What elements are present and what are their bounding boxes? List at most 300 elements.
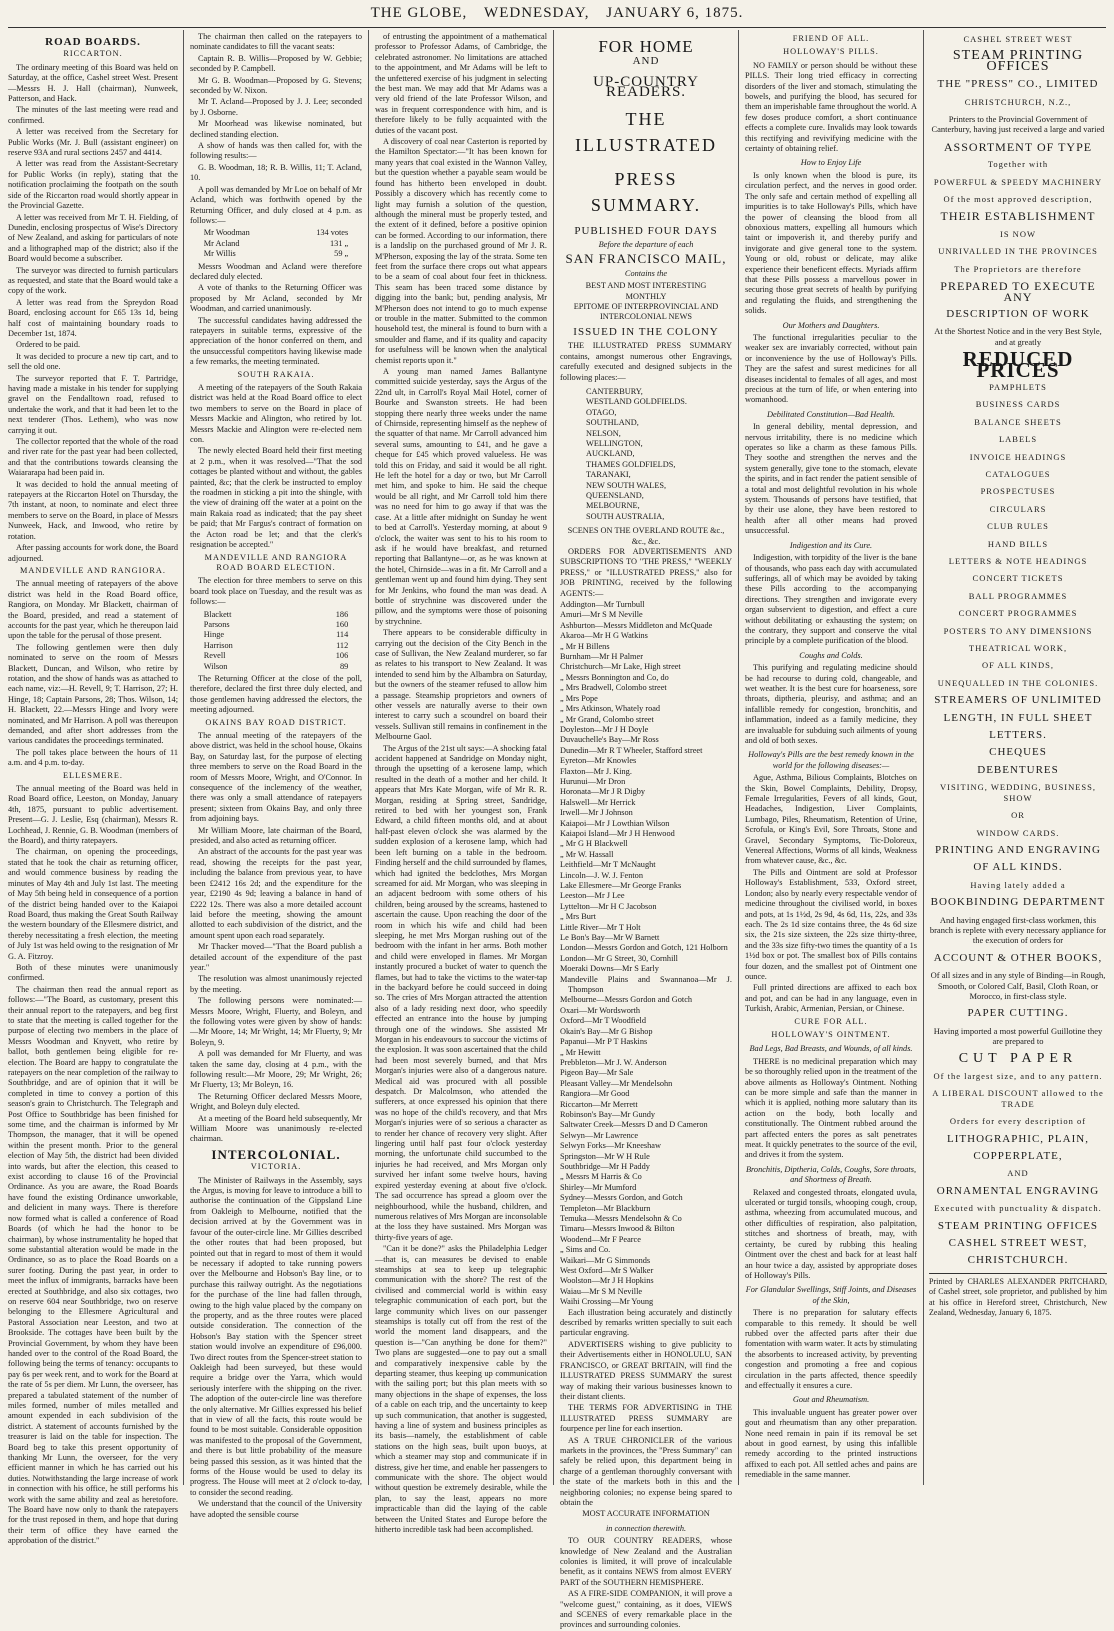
- place-item: QUEENSLAND,: [586, 490, 644, 500]
- column-divider: [923, 30, 924, 1485]
- service-item: CIRCULARS: [989, 503, 1047, 514]
- poll-cell: Mr Acland: [203, 238, 240, 248]
- agent-item: Southbridge—Mr H Paddy: [560, 1161, 650, 1171]
- ad-line: A LIBERAL DISCOUNT allowed to the TRADE: [932, 1088, 1104, 1109]
- ad-line: VISITING, WEDDING, BUSINESS, SHOW: [939, 782, 1097, 803]
- agent-item: West Oxford—Mr S Walker: [560, 1266, 654, 1276]
- agent-item: Woolston—Mr J H Hopkins: [560, 1276, 654, 1286]
- place-item: WESTLAND GOLDFIELDS.: [586, 397, 687, 407]
- paragraph: In general debility, mental depression, and nervous irritability, there is no medicine which operates so like a charm as these famous Pills. They soothe and strengthen the nerves and the system generally, give tone to the stomach, elevate the spirits, and in fact render the patient sensible of a total and most delightful revolution in his whole system. Thousands of persons have testified, that by their use alone, they have been restored to health after all other means had proved unsuccessful.: [745, 422, 917, 536]
- service-item: BALANCE SHEETS: [974, 416, 1062, 427]
- place-item: SOUTHLAND,: [586, 418, 639, 428]
- agent-item: Riccarton—Mr Merrett: [560, 1099, 638, 1109]
- ad-line: THEIR ESTABLISHMENT: [940, 209, 1096, 224]
- paragraph: There appears to be considerable difficulty in carrying out the decision of the City Bench in the case of Sullivan, the New Zealand murderer, so far as relates to his transport to New Zealand. It was intended to send him by the Albambra on Saturday, but the owners of the steamer refused to allow him a passage. Steamship proprietors and owners of other vessels are naturally averse to their own interest to carry such a scoundrel on board their vessels. Sullivan still remains in confinement in the Melbourne Gaol.: [375, 628, 547, 742]
- subheading: MANDEVILLE AND RANGIORA.: [20, 565, 166, 575]
- issue-date: JANUARY 6, 1875.: [606, 5, 744, 21]
- paragraph: ORDERS FOR ADVERTISEMENTS AND SUBSCRIPTIONS TO "THE PRESS," "WEEKLY PRESS," or "ILLUSTRATED PRESS," also for JOB PRINTING, received by the following AGENTS:—: [560, 547, 732, 598]
- place-item: THAMES GOLDFIELDS,: [586, 459, 676, 469]
- ad-line: DEBENTURES: [977, 763, 1059, 776]
- paragraph: The chairman, on opening the proceedings, stated that he took the chair as returning officer, and would commence business by reading the minutes of May 4th and July 1st last. The meeting of May 5th being held in consequence of a portion of the district being handed over to the Kaiapoi Road Board, thus making the Great South Railway the western boundary of the Ellesmere district, and thereby necessitating a fresh election, the meeting of July 1st was held owing to the resignation of Mr G. A. Fitzroy.: [8, 847, 178, 961]
- agent-item: Pigeon Bay—Mr Sale: [560, 1068, 634, 1078]
- poll-cell: Hinge: [203, 630, 225, 640]
- agent-item: „ Messrs Bonnington and Co, do: [560, 672, 669, 682]
- paragraph: TO OUR COUNTRY READERS, whose knowledge of New Zealand and the Australian colonies is limited, it will prove of incalculable benefit, as it contains NEWS from almost EVERY PART of the SOUTHERN HEMISPHERE.: [560, 1536, 732, 1587]
- agent-item: Leeston—Mr J Lee: [560, 891, 625, 901]
- agent-item: Papanui—Mr P T Haskins: [560, 1037, 648, 1047]
- poll-cell: 114: [336, 630, 349, 640]
- agent-item: Oxford—Mr T Woodfield: [560, 1016, 646, 1026]
- ad-line: SCENES ON THE OVERLAND ROUTE &c., &c., &c.: [567, 526, 725, 546]
- subheading: HOLLOWAY'S OINTMENT.: [771, 1029, 891, 1039]
- agent-item: Doyleston—Mr J H Doyle: [560, 724, 649, 734]
- paragraph: AS A FIRE-SIDE COMPANION, it will prove a "welcome guest," containing, as it does, VIEWS and SCENES of every remarkable place in the provinces and surrounding colonies.: [560, 1589, 732, 1630]
- poll-cell: Mr Willis: [203, 249, 236, 259]
- paragraph: Mr Moorhead was likewise nominated, but declined standing election.: [190, 119, 362, 139]
- agent-item: Burnham—Mr H Palmer: [560, 652, 643, 662]
- paragraph: THE TERMS FOR ADVERTISING in THE ILLUSTRATED PRESS SUMMARY are fourpence per line for each insertion.: [560, 1403, 732, 1434]
- subheading: VICTORIA.: [250, 1162, 302, 1172]
- ad-line: STEAM PRINTING OFFICES: [937, 1219, 1099, 1232]
- poll-cell: Blackett: [203, 609, 232, 619]
- paragraph: Full printed directions are affixed to each box and pot, and can be had in any language, even in Turkish, Arabic, Armenian, Persian, or Chinese.: [745, 983, 917, 1014]
- paragraph: We understand that the council of the University have adopted the sensible course: [190, 1499, 362, 1519]
- poll-cell: 131 „: [330, 238, 349, 248]
- ad-line: SAN FRANCISCO MAIL,: [565, 251, 727, 267]
- agent-item: Pleasant Valley—Mr Mendelsohn: [560, 1078, 673, 1088]
- agent-item: „ Sims and Co.: [560, 1245, 611, 1255]
- issue-day: WEDNESDAY,: [484, 5, 590, 21]
- poll-table: [204, 610, 348, 672]
- agent-item: Okain's Bay—Mr G Bishop: [560, 1026, 653, 1036]
- paragraph: THE ILLUSTRATED PRESS SUMMARY contains, amongst numerous other Engravings, carefully executed and designed subjects in the following places:—: [560, 341, 732, 382]
- poll-cell: 112: [336, 640, 349, 650]
- column-intercolonial: [375, 32, 547, 1535]
- place-item: NELSON,: [586, 428, 621, 438]
- paragraph: Each illustration being accurately and distinctly described by remarks written specially to suit each particular engraving.: [560, 1307, 732, 1338]
- paragraph: The Argus of the 21st ult says:—A shocking fatal accident happened at Sandridge on Monday night, through the upsetting of a kerosene lamp, which resulted in the death of a mother and her child. It appears that Mrs Kate Morgan, wife of Mr R. R. Morgan, residing at Spring street, Sandridge, retired to bed with her youngest son, Frank Edward, a child fifteen months old, and at about half-past eleven o'clock she was alarmed by the sudden explosion of a kerosene lamp, which had been left burning on a table in the bedroom. Finding herself and the child surrounded by flames, which had ignited the bedclothes, Mrs Morgan screamed for aid. Mr Morgan, who was sleeping in an adjacent bedroom with some others of his children, being aroused by the screams, hastened to ascertain the cause. Upon reaching the door of the room in which his wife and child had been sleeping, he met Mrs Morgan rushing out of the bedroom with the infant in her arms. Both mother and child were enveloped in flames. Mr Morgan instantly procured a bucket of water to quench the flames, but had to take the victims to the water-tap in the backyard before he could succeed in doing so. The cries of Mrs Morgan attracted the attention also of a lady residing next door, who speedily effected an entrance into the house by jumping through one of the windows. She assisted Mr Morgan in his endeavours to succour the victims of the explosion. It was soon ascertained that the child had been most severely burned, and that Mrs Morgan's injuries were also of a dangerous nature. Medical aid was procured with all possible despatch. Dr Malcolmson, who attended the sufferers, at once expressed his opinion that there was no hope of the child's recovery, and that Mrs Morgan's injuries were of so serious a character as to render her chance of recovery very slight. After lingering until half past four o'clock yesterday morning, the unfortunate child succumbed to the injuries he had received, and Mrs Morgan only survived her infant some twelve hours, having expired yesterday evening at about five o'clock. The sad occurrence has spread a gloom over the neighbourhood, while the husband, children, and numerous relatives of Mrs Morgan are inconsolable at the loss they have sustained. Mrs Morgan was thirty-five years of age.: [375, 743, 547, 1242]
- italic-heading: Our Mothers and Daughters.: [782, 320, 880, 330]
- column-press-summary-ad: [560, 32, 732, 1630]
- ad-line: PAPER CUTTING.: [967, 1007, 1069, 1020]
- ad-line: MOST ACCURATE INFORMATION: [582, 1509, 710, 1519]
- agent-item: Halswell—Mr Herrick: [560, 797, 636, 807]
- agent-item: Christchurch—Mr Lake, High street: [560, 662, 681, 672]
- paragraph: This invaluable unguent has greater power over gout and rheumatism than any other preparation. None need remain in pain if its removal be set about in good earnest, by using this infallible remedy according to the printed instructions affixed to each pot. All settled aches and pains are remediable in the same manner.: [745, 1407, 917, 1480]
- paragraph: At a meeting of the Board held subsequently, Mr William Moore was unanimously re-elected chairman.: [190, 1113, 362, 1144]
- paragraph: Ordered to be paid.: [16, 340, 81, 350]
- agent-item: Dunedin—Mr R T Wheeler, Stafford street: [560, 745, 703, 755]
- service-item: THEATRICAL WORK,: [968, 643, 1068, 654]
- agent-item: „ Mr W. Hassall: [560, 849, 614, 859]
- subheading: CURE FOR ALL.: [794, 1016, 868, 1026]
- ad-line: ORNAMENTAL ENGRAVING: [936, 1184, 1100, 1197]
- paragraph: The surveyor reported that F. T. Partridge, having made a mistake in his tender for supplying gravel on the Fendalltown road, refused to undertake the work, and that it had been let to the next tenderer (Thos. Lethem), who was now carrying it out.: [8, 373, 178, 435]
- ad-line: MONTHLY: [625, 291, 667, 301]
- agent-item: Selwyn—Mr Lawrence: [560, 1130, 639, 1140]
- ad-line: BEST AND MOST INTERESTING: [585, 281, 707, 291]
- masthead-rule: [8, 27, 1106, 28]
- paragraph: A letter was read from the Spreydon Road Board, enclosing account for £65 13s 1d, being half cost of maintaining boundary roads to December 1st, 1874.: [8, 297, 178, 338]
- paragraph: Captain R. B. Willis—Proposed by W. Gebbie; seconded by P. Campbell.: [190, 53, 362, 74]
- paper-name: THE GLOBE,: [370, 5, 468, 21]
- ad-line: And having engaged first-class workmen, this branch is replete with every necessary appliance for the execution of orders for: [929, 914, 1107, 946]
- agent-item: Prebbleton—Mr J. W. Anderson: [560, 1057, 667, 1067]
- paragraph: The annual meeting of the ratepayers of the above district, was held in the school house, Okains Bay, on Saturday last, for the purpose of electing three members to serve on the Road Board in the room of Messrs Moore, Wright, and O'Connor. In consequence of the inclemency of the weather, there was only a small attendance of ratepayers present; sixteen from Okains Bay, and only three from adjoining bays.: [190, 731, 362, 824]
- paragraph: A poll was demanded for Mr Fluerty, and was taken the same day, closing at 4 p.m., with the following result:—Mr Moore, 29; Mr Wright, 26; Mr Fluerty, 13; Mr Boleyn, 16.: [190, 1049, 362, 1090]
- agent-item: London—Messrs Gordon and Gotch, 121 Holborn: [560, 943, 728, 953]
- agent-item: Akaroa—Mr H G Watkins: [560, 631, 648, 641]
- ad-line: COPPERPLATE,: [973, 1150, 1063, 1163]
- agent-item: „ Mr G H Blackwell: [560, 839, 628, 849]
- ad-line: DESCRIPTION OF WORK: [946, 307, 1090, 320]
- services-list: [929, 382, 1107, 654]
- paragraph: The successful candidates having addressed the ratepayers in suitable terms, expressive of the appreciation of the honor conferred on them, and the unsuccessful competitors having likewise made a few remarks, the meeting terminated.: [190, 315, 362, 367]
- paragraph: A letter was read from the Assistant-Secretary for Public Works (in reply), stating that the notification proclaiming the footpath on the south side of the Riccarton road would shortly appear in the Provincial Gazette.: [8, 159, 178, 211]
- ad-title: FOR HOME: [598, 37, 694, 56]
- paragraph: The resolution was almost unanimously rejected by the meeting.: [190, 974, 362, 994]
- poll-cell: Mr Woodman: [203, 228, 250, 238]
- agent-item: Rangiora—Mr Good: [560, 1089, 630, 1099]
- ad-line: Having imported a most powerful Guillotine they are prepared to: [933, 1025, 1103, 1047]
- poll-row: [204, 610, 348, 620]
- ad-line: CUT PAPER: [958, 1050, 1078, 1066]
- paragraph: The ordinary meeting of this Board was held on Saturday, at the office, Cashel street West. Present—Messrs H. J. Hall (chairman), Nunweek, Patterson, and Hack.: [8, 62, 178, 104]
- italic-heading: Coughs and Colds.: [799, 650, 863, 660]
- paragraph: NO FAMILY or person should be without these PILLS. Their long tried efficacy in correcting disorders of the liver and stomach, stimulating the bowels, and purifying the blood, has secured for them an imperishable fame throughout the world. A few doses produce comfort, a short continuance effects a complete cure. Invalids may look towards this rectifying and revivifying medicine with the certainty of obtaining relief.: [745, 60, 917, 154]
- agent-item: Timaru—Messrs Inwood & Bilton: [560, 1224, 675, 1234]
- ad-line: Printers to the Provincial Government of Canterbury, having just received a large and varied: [931, 114, 1105, 135]
- agent-item: Eyreton—Mr Knowles: [560, 756, 637, 766]
- ad-line: AND: [1007, 1168, 1029, 1179]
- place-item: TARANAKI,: [586, 470, 631, 480]
- ad-line: Of the largest size, and to any pattern.: [933, 1071, 1103, 1081]
- ad-title: UP-COUNTRY READERS.: [593, 73, 699, 101]
- paragraph: Messrs Woodman and Acland were therefore declared duly elected.: [190, 261, 362, 281]
- column-printing-ad: [929, 32, 1107, 1482]
- agent-item: „ Mrs Burt: [560, 912, 596, 922]
- paragraph: It was decided to hold the annual meeting of ratepayers at the Riccarton Hotel on Thursday, the 7th instant, at noon, to nominate and elect three members to serve on the Board, in place of Messrs Nunweek, Hack, and Inwood, who retire by rotation.: [8, 479, 178, 541]
- ad-line: The Proprietors are therefore: [954, 263, 1082, 274]
- column-elections: [190, 32, 362, 1519]
- paragraph: of entrusting the appointment of a mathematical professor to Professor Adams, of Cambridge, the celebrated astronomer. No limitations are attached to the appointment, and Mr Adams will be left to the unfettered exercise of his judgment in selecting the best man. We may add that Mr Adams was a very old friend of the late Professor Wilson, and was in frequent correspondence with him, and is therefore likely to be fully acquainted with the duties of the vacant post.: [375, 32, 547, 135]
- paragraph: The Pills and Ointment are sold at Professor Holloway's Establishment, 533, Oxford street, London; also by nearly every respectable vendor of medicine throughout the civilised world, in boxes and pots, at 1s 1½d, 2s 9d, 4s 6d, 11s, 22s, and 33s each. The 2s 1d size contains three, the 4s 6d size six, the 21s size sixteen, the 22s size thirty-three, and the 33s size fifty-two times the quantity of a 1s 1½d box or pot. The smallest box of Pills contains four dozen, and the smallest pot of Ointment one ounce.: [745, 867, 917, 981]
- paragraph: The minutes of the last meeting were read and confirmed.: [8, 105, 178, 125]
- agent-item: Lake Ellesmere—Mr George Franks: [560, 881, 682, 890]
- paragraph: ADVERTISERS wishing to give publicity to their Advertisements either in HONOLULU, SAN FRANCISCO, or GREAT BRITAIN, will find the ILLUSTRATED PRESS SUMMARY the surest way of making their various businesses known to their distant clients.: [560, 1339, 732, 1401]
- ad-line: BOOKBINDING DEPARTMENT: [930, 896, 1106, 909]
- service-item: BALL PROGRAMMES: [968, 590, 1068, 601]
- place-item: CANTERBURY,: [586, 386, 643, 396]
- paragraph: AS A TRUE CHRONICLER of the various markets in the provinces, the "Press Summary" can safely be relied upon, this department being in charge of a gentleman thoroughly conversant with the state of the markets both in this and the neighboring colonies; no expense being spared to obtain the: [560, 1435, 732, 1507]
- poll-cell: Parsons: [203, 619, 230, 629]
- paragraph: The functional irregularities peculiar to the weaker sex are invariably corrected, without pain or inconvenience by the use of Holloway's Pills. They are the safest and surest medicines for all diseases incidental to females of all ages, and most precious at the turn of life, or when entering into womanhood.: [745, 332, 917, 405]
- paragraph: The following persons were nominated:—Messrs Moore, Wright, Fluerty, and Boleyn, and the following votes were given by show of hands:—Mr Moore, 14; Mr Wright, 14; Mr Fluerty, 9; Mr Boleyn, 9.: [190, 996, 362, 1047]
- ad-line: UNRIVALLED IN THE PROVINCES: [938, 246, 1098, 257]
- agent-item: Templeton—Mr Blackburn: [560, 1203, 651, 1213]
- service-item: PAMPHLETS: [989, 381, 1047, 392]
- paragraph: "Can it be done?" asks the Philadelphia Ledger—that is, can measures be devised to enable steamships at sea to keep up telegraphic communication with the shore? The rest of the civilised and commercial world is within easy telegraphic communication of each port, but the large community which lives on our passenger steamships is totally cut off from the rest of the world the moment land disappears, and the question is—"Can anything be done for them?" Two plans are suggested—one to pay out a small and comparatively inexpensive cable by the departing steamer, thus keeping up communication with the sailing port; but this plan meets with so many objections in the shape of expenses, the loss of a cable on each trip, and the uncertainty to keep up such communication, that another is suggested, having a line of system and business principles as its basis—namely, the establishment of cable stations on the high seas, built upon buoys, at which a steamer may stop and communicate if in distress, give her time, and enable her passengers to communicate with the shore. The object would without question be extremely desirable, while the plan, to say the least, appears no more impracticable than did the laying of the cable between the United States and Europe before the hitherto incredible task had been accomplished.: [375, 1244, 547, 1535]
- italic-heading: Gout and Rheumatism.: [792, 1395, 870, 1405]
- column-divider: [553, 30, 554, 1485]
- ad-line: CHRISTCHURCH, N.Z.,: [964, 96, 1072, 107]
- paragraph: It was decided to procure a new tip cart, and to sell the old one.: [8, 351, 178, 372]
- agent-item: Flaxton—Mr J. King.: [560, 766, 632, 776]
- paragraph: An abstract of the accounts for the past year was read, showing the receipts for the past year, including the balance from previous year, to have been £2412 16s 2d; and the expenditure for the year, £2190 4s 9d; leaving a balance in hand of £222 12s. There was also a more detailed account laid before the meeting, showing the amount allotted to each subdivision of the district, and the amount spent upon each road separately.: [190, 847, 362, 940]
- agent-item: Saltwater Creek—Messrs D and D Cameron: [560, 1120, 708, 1130]
- italic-heading: Bad Legs, Bad Breasts, and Wounds, of all kinds.: [749, 1044, 913, 1054]
- poll-cell: 59 „: [334, 249, 349, 259]
- poll-cell: Wilson: [203, 661, 228, 671]
- paragraph: The Returning Officer at the close of the poll, therefore, declared the first three duly elected, and those gentlemen having addressed the electors, the meeting adjourned.: [190, 673, 362, 715]
- subheading: MANDEVILLE AND RANGIORA ROAD BOARD ELECTION.: [204, 552, 348, 572]
- service-item: CATALOGUES: [985, 468, 1051, 479]
- paragraph: The chairman then called on the ratepayers to nominate candidates to fill the vacant seats:: [190, 32, 362, 52]
- printer-imprint: Printed by CHARLES ALEXANDER PRITCHARD, of Cashel street, sole proprietor, and published by him at his office in Hereford street, Christchurch, New Zealand, Wednesday, January 6, 1875.: [929, 1273, 1107, 1319]
- ad-line: POWERFUL & SPEEDY MACHINERY: [933, 176, 1103, 187]
- place-item: WELLINGTON,: [586, 438, 643, 448]
- paragraph: After passing accounts for work done, the Board adjourned.: [8, 543, 178, 563]
- agent-item: „ Messrs M Harris & Co: [560, 1172, 642, 1182]
- paragraph: Indigestion, with torpidity of the liver is the bane of thousands, who pass each day with accumulated sufferings, all of which may be avoided by taking these Pills according to the accompanying directions. They strengthen and invigorate every organ subservient to digestion, and effect a cure without debilitating or exhausting the system; on the contrary, they support and conserve the vital principle by a complete purification of the blood.: [745, 553, 917, 646]
- section-heading: INTERCOLONIAL.: [211, 1146, 341, 1162]
- italic-heading: Debilitated Constitution—Bad Health.: [767, 409, 895, 419]
- paragraph: Mr G. B. Woodman—Proposed by G. Stevens; seconded by W. Nixon.: [190, 75, 362, 96]
- ad-line: PREPARED TO EXECUTE ANY: [940, 279, 1096, 304]
- poll-cell: 186: [335, 609, 349, 619]
- paragraph: The surveyor was directed to furnish particulars as requested, and state that the Board would take a copy of the work.: [8, 265, 178, 296]
- agent-item: Horonata—Mr J R Digby: [560, 787, 646, 797]
- poll-row: [204, 620, 348, 630]
- paragraph: The annual meeting of the Board was held in Road Board office, Leeston, on Monday, January 4th, 1875, pursuant to public advertisement. Present—G. J. Leslie, Esq (chairman), Messrs R. Lochhead, J. Rennie, G. B. Woodman (members of the Board), and thirty ratepayers.: [8, 784, 178, 846]
- subheading: FRIEND OF ALL.: [792, 34, 870, 43]
- subheading: ELLESMERE.: [62, 770, 123, 780]
- ad-line: OF ALL KINDS.: [973, 861, 1063, 874]
- paragraph: The newly elected Board held their first meeting at 2 p.m., when it was resolved—"That the sod cottages be planted without and without, the gables painted, &c; that the clerk be instructed to employ the roadmen in sticking a pit into the shingle, with the view of draining off the water at a point on the main Rakaia road as indicated; that the pay sheet be paid; that Mr Fargus's contract of formation on the Acton road be let; and that the clerk's resignation be accepted.": [190, 446, 362, 550]
- italic-heading: How to Enjoy Life: [800, 158, 862, 168]
- poll-cell: 160: [335, 619, 349, 629]
- paragraph: A vote of thanks to the Returning Officer was proposed by Mr Acland, seconded by Mr Woodman, and carried unanimously.: [190, 283, 362, 314]
- ad-line: PRINTING AND ENGRAVING: [934, 843, 1102, 856]
- paragraph: The poll takes place between the hours of 11 a.m. and 4 p.m. to-day.: [8, 747, 178, 768]
- agent-item: Hurunui—Mr Dron: [560, 776, 626, 786]
- paragraph: A letter was received from the Secretary for Public Works (Mr. J. Bull (assistant engineer) on reserve 93A and rural sections 2457 and 4414.: [8, 127, 178, 158]
- agent-item: Waihi Crossing—Mr Young: [560, 1297, 654, 1307]
- paragraph: There is no preparation for salutary effects comparable to this remedy. It should be well rubbed over the affected parts after their due fomentation with warm water. It acts by stimulating the absorbents to increased activity, by preventing congestion and promoting a free and copious circulation in the parts affected, thence speedily and effectually it ensures a cure.: [745, 1308, 917, 1390]
- ad-line: CHEQUES: [989, 746, 1047, 759]
- paragraph: THERE is no medicinal preparation which may be so thoroughly relied upon in the treatment of the above ailments as Holloway's Ointment. Nothing can be more simple and safe than the manner in which it is applied, nothing more salutary than its action on the body, both locally and constitutionally. The Ointment rubbed around the part affected enters the pores as salt penetrates meat. It quickly penetrates to the source of the evil, and drives it from the system.: [745, 1056, 917, 1160]
- ad-line: Contains the: [624, 268, 668, 278]
- ad-line: OF ALL KINDS,: [982, 660, 1054, 671]
- service-item: LABELS: [998, 434, 1038, 445]
- ad-line: EPITOME OF INTERPROVINCIAL AND: [573, 302, 719, 312]
- poll-cell: Revell: [203, 651, 226, 661]
- ad-line: LENGTH, IN FULL SHEET: [943, 711, 1093, 724]
- paragraph: Mr Thacker moved—"That the Board publish a detailed account of the expenditure of the past year.": [190, 942, 362, 972]
- paragraph: Mr William Moore, late chairman of the Board, presided, and also acted as returning officer.: [190, 825, 362, 846]
- column-divider: [183, 30, 184, 1485]
- agent-item: Ashburton—Messrs Middleton and McQuade: [560, 620, 713, 630]
- service-item: CONCERT TICKETS: [972, 573, 1064, 584]
- ad-title: THE ILLUSTRATED: [575, 108, 717, 155]
- ad-line: ASSORTMENT OF TYPE: [943, 139, 1093, 154]
- subheading: OKAINS BAY ROAD DISTRICT.: [205, 717, 347, 727]
- paragraph: This purifying and regulating medicine should be had recourse to during cold, changeable, and wet weather. It is the best cure for hoarseness, sore throats, diptheria, pleurisy, and asthma; and an infallible remedy for congestion, bronchitis, and inflammation, indeed as a family medicine, they are invaluable for subduing such ailments of young and old of both sexes.: [745, 663, 917, 745]
- service-item: PROSPECTUSES: [980, 486, 1056, 497]
- agent-item: Robinson's Bay—Mr Gundy: [560, 1109, 656, 1119]
- ad-line: IS NOW: [1000, 228, 1036, 239]
- poll-row: [204, 641, 348, 651]
- ad-line: PUBLISHED FOUR DAYS: [574, 224, 718, 237]
- places-list: [586, 387, 732, 522]
- ad-line: AND: [632, 55, 660, 68]
- paragraph: A show of hands was then called for, with the following results:—: [190, 141, 362, 161]
- agent-item: Waikari—Mr G Simmonds: [560, 1255, 651, 1265]
- ad-line: Having lately added a: [970, 879, 1066, 890]
- agent-item: Melbourne—Messrs Gordon and Gotch: [560, 995, 693, 1005]
- ad-line: CASHEL STREET WEST,: [948, 1237, 1088, 1250]
- paragraph: The election for three members to serve on this board took place on Tuesday, and the result was as follows:—: [190, 576, 362, 607]
- service-item: CLUB RULES: [987, 521, 1049, 532]
- poll-table: [204, 228, 348, 259]
- italic-heading: Indigestion and its Cure.: [789, 540, 873, 550]
- agent-item: Temuka—Messrs Mendelsohn & Co: [560, 1214, 682, 1223]
- agent-item: Kaiapoi—Mr J Lowthian Wilson: [560, 818, 670, 828]
- italic-heading: Bronchitis, Diptheria, Colds, Coughs, Sore throats, and Shortness of Breath.: [745, 1164, 917, 1185]
- service-item: BUSINESS CARDS: [975, 399, 1061, 410]
- poll-row: [204, 630, 348, 640]
- service-item: HAND BILLS: [987, 538, 1049, 549]
- agent-item: „ Mrs Bradwell, Colombo street: [560, 683, 667, 693]
- agent-item: „ Mr Grand, Colombo street: [560, 714, 654, 724]
- ad-line: At the Shortest Notice and in the very Best Style, and at greatly: [934, 326, 1102, 347]
- ad-line: Together with: [987, 159, 1049, 170]
- agent-item: Mandeville Plains and Swannanoa—Mr J. Thompson: [560, 974, 732, 995]
- subheading: SOUTH RAKAIA.: [237, 369, 315, 379]
- paragraph: A meeting of the ratepayers of the South Rakaia district was held at the Road Board office to elect two members to serve on the Board in place of Messrs Mackie and Alington, who retired by lot. Messrs Mackie and Alington were re-elected nem con.: [190, 383, 362, 445]
- agent-item: Lincoln—J. W. J. Fenton: [560, 870, 643, 880]
- paragraph: G. B. Woodman, 18; R. B. Willis, 11; T. Acland, 10.: [190, 162, 362, 183]
- agent-item: Shirley—Mr Mumford: [560, 1182, 637, 1192]
- place-item: SOUTH AUSTRALIA,: [586, 511, 665, 521]
- italic-heading: Holloway's Pills are the best remedy known in the world for the following diseases:—: [748, 750, 914, 770]
- agent-item: „ Mrs Pope: [560, 693, 598, 703]
- agent-item: Oxari—Mr Wordsworth: [560, 1005, 641, 1015]
- agent-item: Springston—Mr W H Rule: [560, 1151, 650, 1161]
- ad-line: Executed with punctuality & dispatch.: [934, 1203, 1102, 1214]
- paragraph: Relaxed and congested throats, elongated uvula, ulcerated or turgid tonsils, whooping cough, croup, asthma, wheezing from accumulated mucous, and other difficulties of respiration, also palpitation, stitches and shortness of breath, may, with certainty, be cured by rubbing this healing Ointment over the chest and back for at least half an hour twice a day, assisted by appropriate doses of Holloway's Pills.: [745, 1187, 917, 1280]
- ad-line: in connection therewith.: [605, 1523, 687, 1533]
- paragraph: A letter was received from Mr T. H. Fielding, of Dunedin, enclosing prospectus of Wise's Directory of New Zealand, and asking for particulars of note and a lithographed map of the district; also if the Board would become a subscriber.: [8, 212, 178, 264]
- place-item: AUCKLAND,: [586, 449, 635, 459]
- agent-item: Moeraki Downs—Mr S Early: [560, 964, 659, 974]
- poll-cell: 134 votes: [316, 228, 349, 238]
- agent-item: Leithfield—Mr T McNaught: [560, 860, 656, 870]
- paragraph: The Minister of Railways in the Assembly, says the Argus, is moving for leave to introduce a bill to authorise the continuation of the Gippsland Line from Oakleigh to Melbourne, notified that the decision arrived at by the Government was in favour of the outer-circle line. Mr Gillies described the other routes that had been proposed, but pointed out that in regard to most of them it would be necessary if adopted to take running powers over the Melbourne and Hobson's Bay line, or to purchase this railway outright. As the negotiations for the purchase of the line had fallen through, owing to the high value placed by the company on the property, and as the three routes were placed outside consideration. The connection of the Hobson's Bay station with the Spencer street station would involve an expenditure of £96,000. Two direct routes from the Spencer-street station to Oakleigh had been surveyed, but these would require a bridge over the Yarra, which would seriously interfere with the shipping on the river. The adoption of the outer-circle line was therefore the only alternative. Mr Gillies expressed his belief that in view of all the facts, this route would be found to be most suitable. Considerable opposition was manifested to the proposal of the Government, and there is but little probability of the measure being passed this session, as it was hinted that the forms of the House would be used to delay its progress. The House will meet at 2 o'clock to-day, to consider the second reading.: [190, 1175, 362, 1497]
- agent-item: Waiau—Mr S M Neville: [560, 1286, 643, 1296]
- subheading: RICCARTON.: [63, 49, 123, 59]
- ad-line: INTERCOLONIAL NEWS: [599, 312, 693, 322]
- agent-item: Kaiapoi Island—Mr J H Henwood: [560, 828, 675, 838]
- place-item: NEW SOUTH WALES,: [586, 480, 667, 490]
- poll-row: [204, 228, 348, 238]
- paragraph: A young man named James Ballantyne committed suicide yesterday, says the Argus of the 22nd ult, in Carroll's Royal Mail Hotel, corner of Bourke and Swanston streets. He had been stopping there nearly three weeks under the name of Chirnside, representing himself as the nephew of the squatter of that name. Mr Carroll advanced him several sums, amounting to £41, and he gave a cheque for £45 which proved valueless. He was told this on Friday, and said it would be all right. He left the hotel for a day or two, but Mr Carroll met him, and spoke to him. He said the cheque would be all right, and Mr Carroll told him there was no need for him to go away if that was the case. At a little after midnight on Sunday he went to bed at Carroll's. Yesterday morning, at about 9 o'clock, the waiter was sent to his to his room to ask if he would have breakfast, and returned reporting that Ballantyne—or, as he was known at the hotel, Chirnside—was in a fit. Mr Carroll and a gentleman went up and found him dying. They sent for Mr Jenkins, who found the man was dead. A bottle of strychnine was discovered under the pillow, and the symptoms were those of poisoning by strychnine.: [375, 367, 547, 626]
- agent-item: Little River—Mr T Holt: [560, 922, 641, 932]
- ad-line: STREAMERS OF UNLIMITED: [934, 694, 1102, 707]
- service-item: LETTERS & NOTE HEADINGS: [948, 556, 1088, 566]
- paragraph: The chairman then read the annual report as follows:—"The Board, as customary, present this their annual report to the ratepayers, and beg first to state that the meeting is called together for the purpose of electing two members in the place of Messrs Woodman and Knyvett, who retire by ballot, both gentlemen being eligible for re-election. The Board are happy to congratulate the ratepayers on the near completion of the railway to Southbridge, and are of opinion that it will be completed in time to convey a portion of this season's grain to Christchurch. The Telegraph and Post Office to Southbridge has been finished for some time, and the chairman is informed by Mr Thompson, the manager, that it will be opened within the present month. Prior to the general election of May 5th, the district had been divided into wards, but after the election, this ceased to exist according to clause 16 of the Provincial Ordinance. As you are aware, the Road Boards have found the existing Ordinance unworkable, and delicient in many ways. There is therefore now formed what is called a conference of Road Boards (of which he had the honor to be chairman), by whose instrumentality he hoped that some substantial alteration would be made in the Ordinance, so as to place the Road Boards on a surer footing. During the past year, in order to meet the influx of immigrants, barracks have been erected at Southbridge, and also six cottages, two on reserve 604 near Southbridge, two on reserve belonging to the Ellesmere Agricultural and Pastoral Association near Leeston, and two at Brookside. The cottages have been built by the Provincial Government, by whom they have been handed over to the control of the Road Board, the following being the terms of tenancy: occupants to pay 6s per week rent, and to work for the Board at the rate of 5s per diem. Mr Lunn, the overseer, has prepared a tabulated statement of the number of miles formed, number of miles metalled and amount expended in each subdivision of the district. A statement of accounts furnished by the treasurer is laid on the table for inspection. The Board beg to take this present opportunity of thanking Mr Lunn, the overseer, for the very efficient manner in which he has carried out his duties. Notwithstanding the large increase of work in connection with his office, he still performs his work with the same ability and zeal as heretofore. The Board have now only to thank the ratepayers for the trust reposed in them, and hope that during their term of office they have earned the approbation of the district.": [8, 984, 178, 1546]
- paragraph: Is only known when the blood is pure, its circulation perfect, and the nerves in good order. The only safe and certain method of expelling all impurities is to take Holloway's Pills, which have the power of cleansing the blood from all obnoxious matters, expelling all humours which taint or impoverish it, and thereby purify and invigorate and give general tone to the system. Young or old, robust or delicate, may alike experience their beneficent effects. Myriads affirm that these Pills possess a marvellous power in securing those great secrets of health by purifying and regulating the fluids, and strengthening the solids.: [745, 170, 917, 316]
- ad-line: UNEQUALLED IN THE COLONIES.: [937, 677, 1099, 688]
- paragraph: The following gentlemen were then duly nominated to serve on the room of Messrs Blackett, Duncan, and Wilson, who retire by rotation, and the show of hands was as attached to each name, viz:—H. Revell, 9; T. Harrison, 27; H. Hinge, 18; Captain Parsons, 28; Thos. Wilson, 14; H. Blackett, 22.—Messrs Hinge and Ivory were nominated, and Mr Harrison. A poll was thereupon demanded, and after short addresses from the various candidates the proceedings terminated.: [8, 642, 178, 746]
- paragraph: The collector reported that the whole of the road and river rate for the past year had been collected, and that the contributions towards cleansing the Waiararapa had been paid in.: [8, 437, 178, 478]
- agent-item: Selwyn Forks—Mr Kneeshaw: [560, 1141, 661, 1151]
- paragraph: Ague, Asthma, Bilious Complaints, Blotches on the Skin, Bowel Complaints, Debility, Dropsy, Female Irregularities, Fevers of all kinds, Gout, Headaches, Indigestion, Liver Complaints, Lumbago, Piles, Rheumatism, Retention of Urine, Scrofula, or King's Evil, Sore Throats, Stone and Gravel, Secondary Symptoms, Tic-Doloreux, Venereal Affections, Worms of all kinds, Weakness from whatever cause, &c., &c.: [745, 773, 917, 866]
- ad-title: PRESS SUMMARY.: [590, 168, 702, 215]
- agent-item: London—Mr G Street, 30, Cornhill: [560, 953, 678, 963]
- place-item: MELBOURNE,: [586, 501, 640, 511]
- ad-line: LITHOGRAPHIC, PLAIN,: [947, 1132, 1089, 1145]
- paragraph: Both of these minutes were unanimously confirmed.: [8, 962, 178, 983]
- ad-line: Of the most approved description,: [943, 194, 1093, 205]
- poll-row: [204, 662, 348, 672]
- place-item: OTAGO,: [586, 407, 617, 417]
- poll-cell: 106: [335, 651, 349, 661]
- column-divider: [738, 30, 739, 1485]
- ad-line: Of all sizes and in any style of Binding—in Rough, Smooth, or Colored Calf, Basil, Cloth Roan, or Morocco, in first-class style.: [930, 970, 1106, 1001]
- paragraph: Mr T. Acland—Proposed by J. J. Lee; seconded by J. Osborne.: [190, 97, 362, 117]
- agent-item: Irwell—Mr J Johnson: [560, 808, 633, 818]
- masthead: [0, 0, 1114, 26]
- agent-item: Duvauchelle's Bay—Mr Ross: [560, 735, 659, 745]
- agent-item: Woodend—Mr F Pearce: [560, 1234, 641, 1244]
- service-item: INVOICE HEADINGS: [969, 451, 1067, 462]
- ad-line: OR: [1011, 810, 1025, 821]
- reduced-prices: REDUCED PRICES: [962, 347, 1074, 382]
- agent-item: „ Mr H Billens: [560, 641, 610, 651]
- paragraph: A discovery of coal near Casterton is reported by the Hamilton Spectator:—"It has been known for many years that coal existed in the Wannon Valley, but the question whether a payable seam would be found has hitherto been enveloped in doubt. Possibly a discovery which has recently come to light may furnish a solution of the question, although the mineral must be properly tested, and the extent of it defined, before a positive opinion can be formed. According to our information, there is a landslip on the purchased ground of Mr J. R. M'Pherson, exposing the lay of the strata. Some ten feet from the surface there crops out what appears to be a seam of coal about four feet in thickness. This seam has been traced some distance by digging into the bank; but, pending analysis, Mr M'Pherson does not intend to go to much expense or trouble in the matter. Submitted to the common household test, the mineral is found to burn with a smoulder and flame, and if its quality and capacity for usefulness will be known when the analytical chemist reports upon it.": [375, 137, 547, 365]
- agent-item: Amuri—Mr S M Neville: [560, 610, 643, 620]
- ad-line: ACCOUNT & OTHER BOOKS,: [933, 951, 1103, 964]
- ad-line: CHRISTCHURCH.: [967, 1254, 1069, 1267]
- poll-row: [204, 651, 348, 661]
- poll-row: [204, 249, 348, 259]
- paragraph: The Returning Officer declared Messrs Moore, Wright, and Boleyn duly elected.: [190, 1091, 362, 1112]
- agent-item: „ Mrs Atkinson, Whately road: [560, 704, 661, 714]
- paragraph: The annual meeting of ratepayers of the above district was held in the Road Board office, Rangiora, on Monday. Mr Blackett, chairman of the Board, presided, and read a statement of accounts for the past year, which he thereupon laid upon the table for the perusal of those present.: [8, 579, 178, 641]
- ad-line: CASHEL STREET WEST: [963, 34, 1073, 44]
- ad-line: Before the departure of each: [598, 240, 694, 250]
- poll-cell: Harrison: [203, 640, 233, 650]
- paragraph: A poll was demanded by Mr Loe on behalf of Mr Acland, which was forthwith opened by the Returning Officer, and duly closed at 4 p.m. as follows:—: [190, 184, 362, 225]
- service-item: CONCERT PROGRAMMES: [958, 608, 1078, 619]
- poll-row: [204, 239, 348, 249]
- agent-item: Sydney—Messrs Gordon, and Gotch: [560, 1193, 683, 1203]
- agents-list: [560, 600, 732, 1308]
- agent-item: Lyttelton—Mr H C Jacobson: [560, 901, 657, 911]
- column-road-boards: [8, 32, 178, 1546]
- poll-cell: 89: [339, 661, 349, 671]
- column-holloway-ad: [745, 32, 917, 1482]
- ad-line: STEAM PRINTING OFFICES: [952, 48, 1084, 74]
- ad-line: THE "PRESS" CO., LIMITED: [937, 78, 1099, 91]
- agent-item: „ Mr Hewitt: [560, 1047, 601, 1057]
- ad-line: LETTERS.: [989, 729, 1047, 742]
- column-divider: [368, 30, 369, 1485]
- ad-line: WINDOW CARDS.: [976, 827, 1060, 838]
- agent-item: Le Bon's Bay—Mr W Barnett: [560, 933, 660, 943]
- agent-item: Addington—Mr Turnbull: [560, 600, 645, 610]
